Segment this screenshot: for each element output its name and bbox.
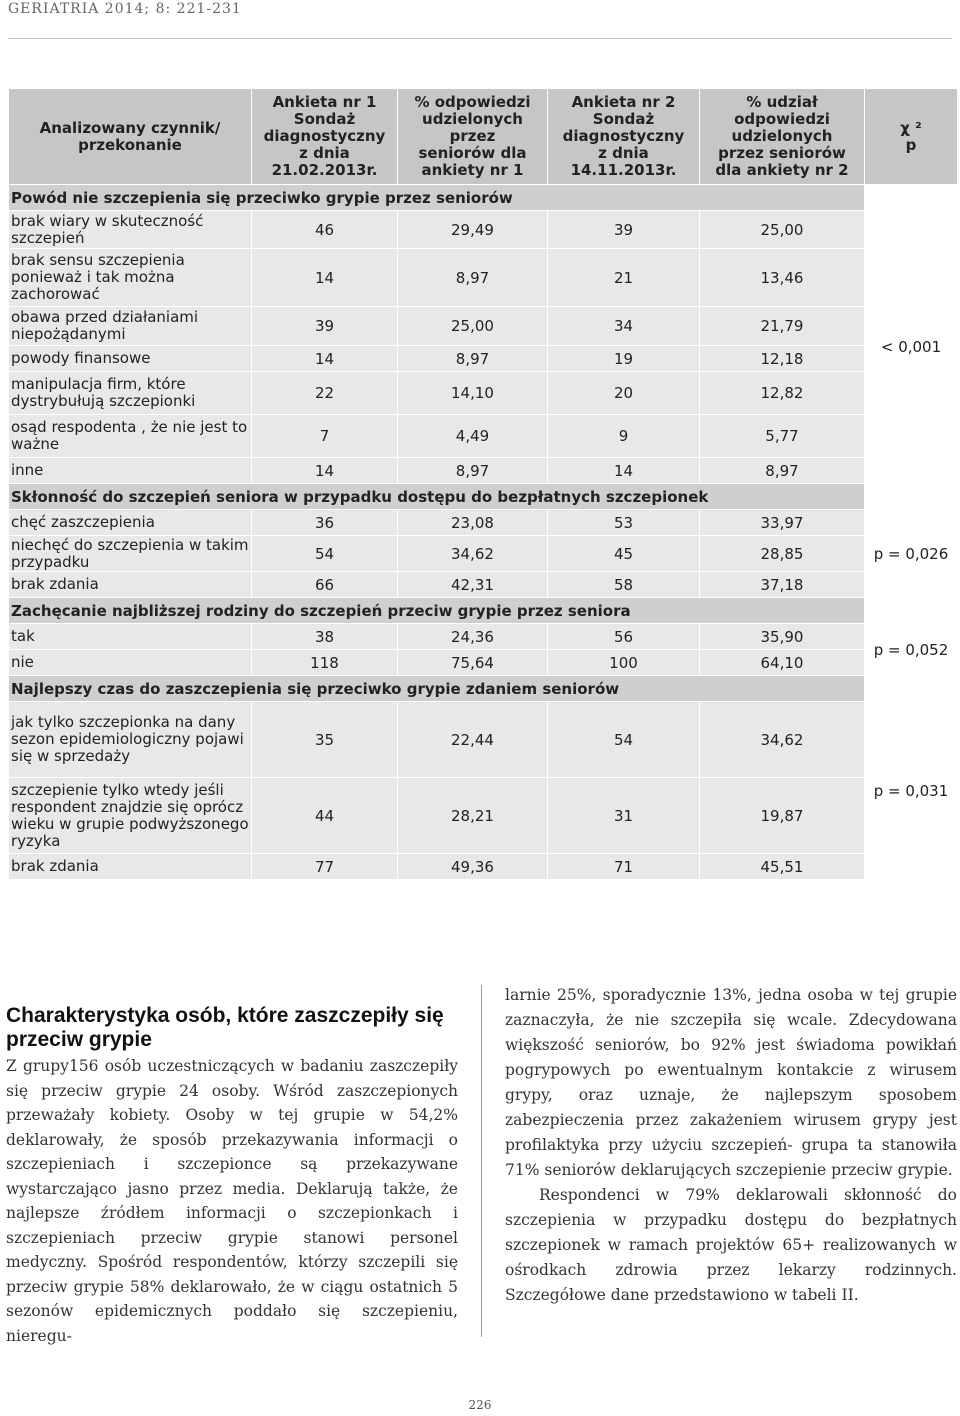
percent-survey1: 4,49 xyxy=(398,415,548,458)
percent-survey1: 49,36 xyxy=(398,854,548,880)
article-right-column xyxy=(505,983,957,1308)
percent-survey2: 5,77 xyxy=(700,415,865,458)
percent-survey2: 19,87 xyxy=(700,778,865,854)
percent-survey1: 8,97 xyxy=(398,458,548,484)
percent-survey1: 24,36 xyxy=(398,624,548,650)
row-label: manipulacja firm, które dystrybułują szczepionki xyxy=(9,372,252,415)
header-pct1-line: seniorów dla xyxy=(418,144,527,162)
table-row xyxy=(9,536,958,572)
chi-square-result: < 0,001 xyxy=(865,211,958,484)
percent-survey2: 34,62 xyxy=(700,702,865,778)
count-survey2: 45 xyxy=(548,536,700,572)
section-title: Zachęcanie najbliższej rodziny do szczepień przeciw grypie przez seniora xyxy=(9,598,865,624)
table-row xyxy=(9,211,958,249)
percent-survey2: 37,18 xyxy=(700,572,865,598)
section-title: Powód nie szczepienia się przeciwko grypie przez seniorów xyxy=(9,185,865,211)
count-survey1: 77 xyxy=(252,854,398,880)
table-row xyxy=(9,346,958,372)
row-label: brak zdania xyxy=(9,572,252,598)
count-survey1: 46 xyxy=(252,211,398,249)
percent-survey2: 12,82 xyxy=(700,372,865,415)
section-row xyxy=(9,484,958,510)
table-row xyxy=(9,415,958,458)
section-title: Najlepszy czas do zaszczepienia się przeciwko grypie zdaniem seniorów xyxy=(9,676,865,702)
journal-header xyxy=(8,0,952,39)
percent-survey2: 33,97 xyxy=(700,510,865,536)
header-chi-square xyxy=(865,89,958,185)
count-survey1: 44 xyxy=(252,778,398,854)
count-survey1: 39 xyxy=(252,307,398,346)
percent-survey2: 21,79 xyxy=(700,307,865,346)
header-survey1-line: 21.02.2013r. xyxy=(271,161,378,179)
section-row xyxy=(9,598,958,624)
table-row xyxy=(9,854,958,880)
count-survey2: 100 xyxy=(548,650,700,676)
paragraph: Respondenci w 79% deklarowali skłonność do szczepienia w przypadku dostępu do bezpłatnych szczepionek w ramach projektów 65+ realizowanych w ośrodkach zdrowia przez lekarzy rodzinnych. Szczegółowe dane przedstawiono w tabeli II. xyxy=(505,1186,957,1304)
section-title: Skłonność do szczepień seniora w przypadku dostępu do bezpłatnych szczepionek xyxy=(9,484,865,510)
row-label: chęć zaszczepienia xyxy=(9,510,252,536)
chi-spacer xyxy=(865,676,958,702)
row-label: obawa przed działaniami niepożądanymi xyxy=(9,307,252,346)
header-survey2-line: z dnia xyxy=(598,144,649,162)
journal-name: GERIATRIA xyxy=(8,1,100,17)
count-survey1: 36 xyxy=(252,510,398,536)
header-pct1-line: przez xyxy=(449,127,496,145)
header-pct2-line: % udział xyxy=(746,93,818,111)
percent-survey1: 75,64 xyxy=(398,650,548,676)
table-row xyxy=(9,702,958,778)
count-survey1: 14 xyxy=(252,458,398,484)
table-row xyxy=(9,249,958,307)
count-survey2: 54 xyxy=(548,702,700,778)
count-survey2: 21 xyxy=(548,249,700,307)
section-row xyxy=(9,676,958,702)
count-survey1: 54 xyxy=(252,536,398,572)
header-survey2-line: diagnostyczny xyxy=(562,127,685,145)
percent-survey1: 8,97 xyxy=(398,249,548,307)
header-pct1-line: ankiety nr 1 xyxy=(421,161,524,179)
count-survey1: 38 xyxy=(252,624,398,650)
article-left-column xyxy=(6,1004,458,1348)
count-survey1: 7 xyxy=(252,415,398,458)
header-pct1 xyxy=(398,89,548,185)
table-row xyxy=(9,372,958,415)
percent-survey1: 34,62 xyxy=(398,536,548,572)
percent-survey1: 8,97 xyxy=(398,346,548,372)
percent-survey2: 12,18 xyxy=(700,346,865,372)
percent-survey1: 14,10 xyxy=(398,372,548,415)
header-pct2-line: dla ankiety nr 2 xyxy=(715,161,849,179)
count-survey1: 14 xyxy=(252,346,398,372)
count-survey2: 34 xyxy=(548,307,700,346)
chi-square-result: p = 0,031 xyxy=(865,702,958,880)
header-survey1-line: Ankieta nr 1 xyxy=(272,93,377,111)
percent-survey1: 28,21 xyxy=(398,778,548,854)
percent-survey2: 35,90 xyxy=(700,624,865,650)
section-heading: Charakterystyka osób, które zaszczepiły się przeciw grypie xyxy=(6,1004,444,1051)
header-survey2-line: Sondaż xyxy=(592,110,655,128)
table-row xyxy=(9,458,958,484)
row-label: niechęć do szczepienia w takim przypadku xyxy=(9,536,252,572)
paragraph: larnie 25%, sporadycznie 13%, jedna osoba w tej grupie zaznaczyła, że nie szczepiła się wcale. Zdecydowana większość seniorów, bo 92% jest świadoma powikłań pogrypowych po ewentualnym kontakcie z wirusem grypy, oraz uznaje, że najlepszym sposobem zabezpieczenia przez zakażeniem wirusem grypy jest profilaktyka przy użyciu szczepień- grupa ta stanowiła 71% seniorów deklarujących szczepienie przeciw grypie. xyxy=(505,986,957,1179)
row-label: nie xyxy=(9,650,252,676)
header-survey2-line: Ankieta nr 2 xyxy=(571,93,676,111)
row-label: inne xyxy=(9,458,252,484)
row-label: powody finansowe xyxy=(9,346,252,372)
count-survey2: 58 xyxy=(548,572,700,598)
header-pct2-line: odpowiedzi xyxy=(734,110,830,128)
chi-spacer xyxy=(865,185,958,211)
count-survey1: 35 xyxy=(252,702,398,778)
row-label: osąd respodenta , że nie jest to ważne xyxy=(9,415,252,458)
count-survey1: 118 xyxy=(252,650,398,676)
count-survey2: 53 xyxy=(548,510,700,536)
header-survey1-line: diagnostyczny xyxy=(263,127,386,145)
header-survey2 xyxy=(548,89,700,185)
paragraph: Z grupy156 osób uczestniczących w badaniu zaszczepiły się przeciw grypie 24 osoby. Wśród zaszczepionych przeważały kobiety. Osoby w tej grupie w 54,2% deklarowały, że sposób przekazywania informacji o szczepieniach i szczepionce są przekazywane wystarczająco jasno przez media. Deklarują także, że najlepsze źródłem informacji o szczepionkach i szczepieniach przeciw grypie stanowi personel medyczny. Spośród respondentów, którzy szczepili się przeciw grypie 58% deklarowało, że w ciągu ostatnich 5 sezonów epidemicznych poddało się szczepieniu, nieregu- xyxy=(6,1057,458,1345)
chi-square-result: p = 0,052 xyxy=(865,624,958,676)
count-survey2: 14 xyxy=(548,458,700,484)
percent-survey2: 13,46 xyxy=(700,249,865,307)
percent-survey1: 25,00 xyxy=(398,307,548,346)
row-label: jak tylko szczepionka na dany sezon epidemiologiczny pojawi się w sprzedaży xyxy=(9,702,252,778)
count-survey2: 39 xyxy=(548,211,700,249)
percent-survey1: 42,31 xyxy=(398,572,548,598)
row-label: tak xyxy=(9,624,252,650)
row-label: brak sensu szczepienia ponieważ i tak można zachorować xyxy=(9,249,252,307)
chi-square-result: p = 0,026 xyxy=(865,510,958,598)
row-label: szczepienie tylko wtedy jeśli respondent znajdzie się oprócz wieku w grupie podwyższonego ryzyka xyxy=(9,778,252,854)
header-pct2-line: przez seniorów xyxy=(718,144,846,162)
chi-square-symbol: χ ² xyxy=(900,118,922,137)
percent-survey2: 8,97 xyxy=(700,458,865,484)
header-pct2-line: udzielonych xyxy=(731,127,833,145)
count-survey1: 66 xyxy=(252,572,398,598)
count-survey2: 19 xyxy=(548,346,700,372)
table-row xyxy=(9,572,958,598)
table-row xyxy=(9,307,958,346)
row-label: brak wiary w skuteczność szczepień xyxy=(9,211,252,249)
count-survey1: 14 xyxy=(252,249,398,307)
count-survey2: 9 xyxy=(548,415,700,458)
table-row xyxy=(9,778,958,854)
percent-survey2: 28,85 xyxy=(700,536,865,572)
table-row xyxy=(9,624,958,650)
header-survey2-line: 14.11.2013r. xyxy=(570,161,677,179)
chi-p-label: p xyxy=(905,135,917,154)
chi-spacer xyxy=(865,484,958,510)
header-survey1-line: Sondaż xyxy=(293,110,356,128)
survey-results-table xyxy=(8,88,958,880)
table-ii xyxy=(8,88,958,880)
column-divider xyxy=(481,985,482,1337)
header-pct1-line: udzielonych xyxy=(422,110,523,128)
count-survey1: 22 xyxy=(252,372,398,415)
count-survey2: 71 xyxy=(548,854,700,880)
header-factor: Analizowany czynnik/ przekonanie xyxy=(9,89,252,185)
count-survey2: 31 xyxy=(548,778,700,854)
page-number: 226 xyxy=(468,1398,492,1412)
header-pct2 xyxy=(700,89,865,185)
percent-survey2: 64,10 xyxy=(700,650,865,676)
row-label: brak zdania xyxy=(9,854,252,880)
percent-survey2: 45,51 xyxy=(700,854,865,880)
count-survey2: 56 xyxy=(548,624,700,650)
percent-survey1: 29,49 xyxy=(398,211,548,249)
percent-survey2: 25,00 xyxy=(700,211,865,249)
table-row xyxy=(9,510,958,536)
journal-issue: 2014; 8: 221-231 xyxy=(104,1,242,17)
chi-spacer xyxy=(865,598,958,624)
count-survey2: 20 xyxy=(548,372,700,415)
percent-survey1: 22,44 xyxy=(398,702,548,778)
percent-survey1: 23,08 xyxy=(398,510,548,536)
table-row xyxy=(9,650,958,676)
section-row xyxy=(9,185,958,211)
header-pct1-line: % odpowiedzi xyxy=(414,93,531,111)
header-survey1-line: z dnia xyxy=(299,144,350,162)
header-survey1 xyxy=(252,89,398,185)
